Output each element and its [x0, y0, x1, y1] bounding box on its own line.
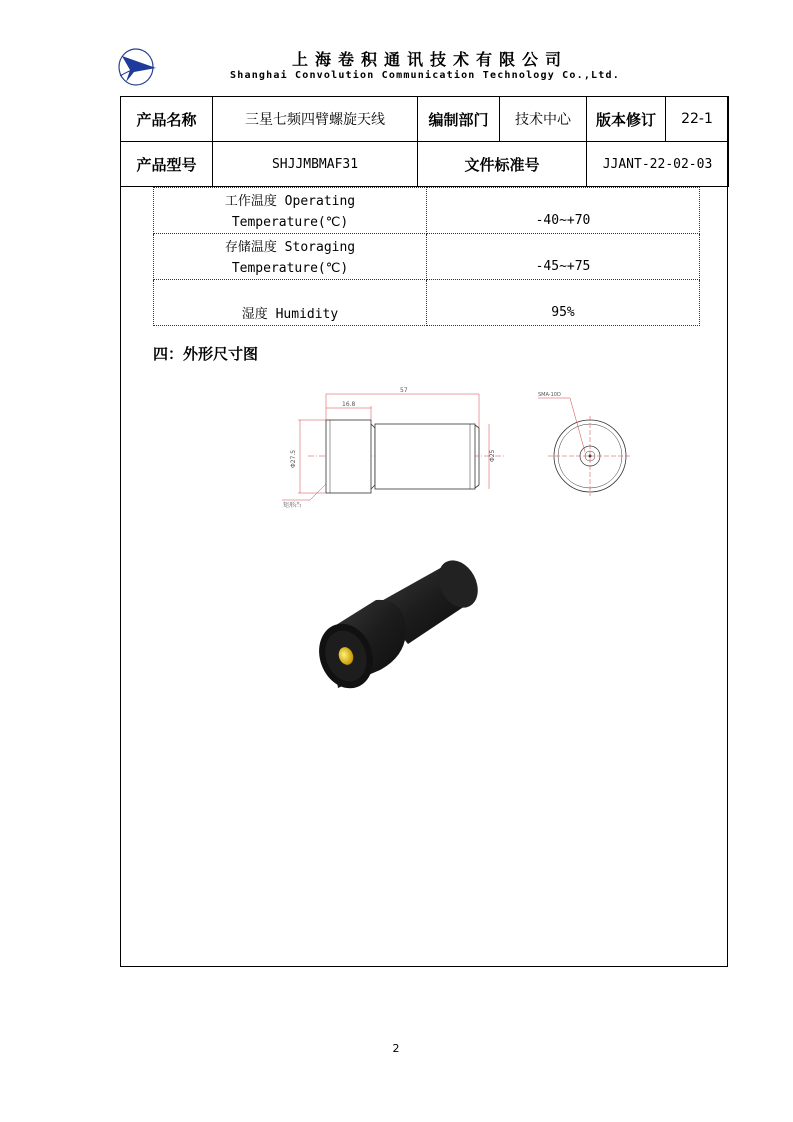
doc-std-value: JJANT-22-02-03: [587, 142, 729, 187]
dept-value: 技术中心: [500, 97, 587, 142]
spec-label: [154, 188, 427, 234]
product-name-label: 产品名称: [121, 97, 213, 142]
dim-length-label: 57: [400, 387, 408, 394]
model-label: 产品型号: [121, 142, 213, 187]
connector-note-label: SMA-10D: [538, 392, 561, 398]
spec-label-line1: [154, 283, 426, 304]
info-row-name: [121, 97, 729, 142]
info-row-model: [121, 142, 729, 187]
section-title: 四：外形尺寸图: [153, 345, 259, 363]
doc-std-label: 文件标准号: [418, 142, 587, 187]
page-number: 2: [392, 1042, 400, 1055]
company-logo: [116, 46, 160, 88]
spec-label-line1: 存储温度 Storaging: [224, 240, 356, 255]
spec-label: [154, 234, 427, 280]
product-info-table: [120, 96, 729, 187]
revision-value: 22-1: [666, 97, 729, 142]
environment-spec-table: [153, 187, 700, 326]
dim-dia-small-label: Φ25: [489, 449, 496, 462]
model-value: SHJJMBMAF31: [213, 142, 418, 187]
revision-label: 版本修订: [587, 97, 666, 142]
product-name-value: 三星七频四臂螺旋天线: [213, 97, 418, 142]
dim-step-label: 16.8: [342, 401, 356, 408]
spec-value: -45~+75: [427, 234, 700, 280]
callout-note-label: 矩形凸: [283, 502, 302, 509]
spec-label-line1: 工作温度 Operating: [224, 194, 356, 209]
dim-dia-large-label: Φ27.5: [290, 449, 297, 468]
spec-label: [154, 280, 427, 326]
spec-label-line2: Temperature(℃): [231, 261, 349, 276]
table-row: [154, 188, 700, 234]
spec-label-line2: Temperature(℃): [231, 215, 349, 230]
dimension-drawing: [280, 384, 640, 514]
table-row: [154, 234, 700, 280]
spec-value: -40~+70: [427, 188, 700, 234]
company-name-en: Shanghai Convolution Communication Technology Co.,Ltd.: [230, 70, 620, 81]
spec-value: 95%: [427, 280, 700, 326]
table-row: [154, 280, 700, 326]
spec-label-line2: 湿度 Humidity: [241, 307, 339, 322]
antenna-3d-render: [318, 560, 480, 692]
company-name-cn: 上海卷积通讯技术有限公司: [291, 50, 568, 69]
dept-label: 编制部门: [418, 97, 500, 142]
